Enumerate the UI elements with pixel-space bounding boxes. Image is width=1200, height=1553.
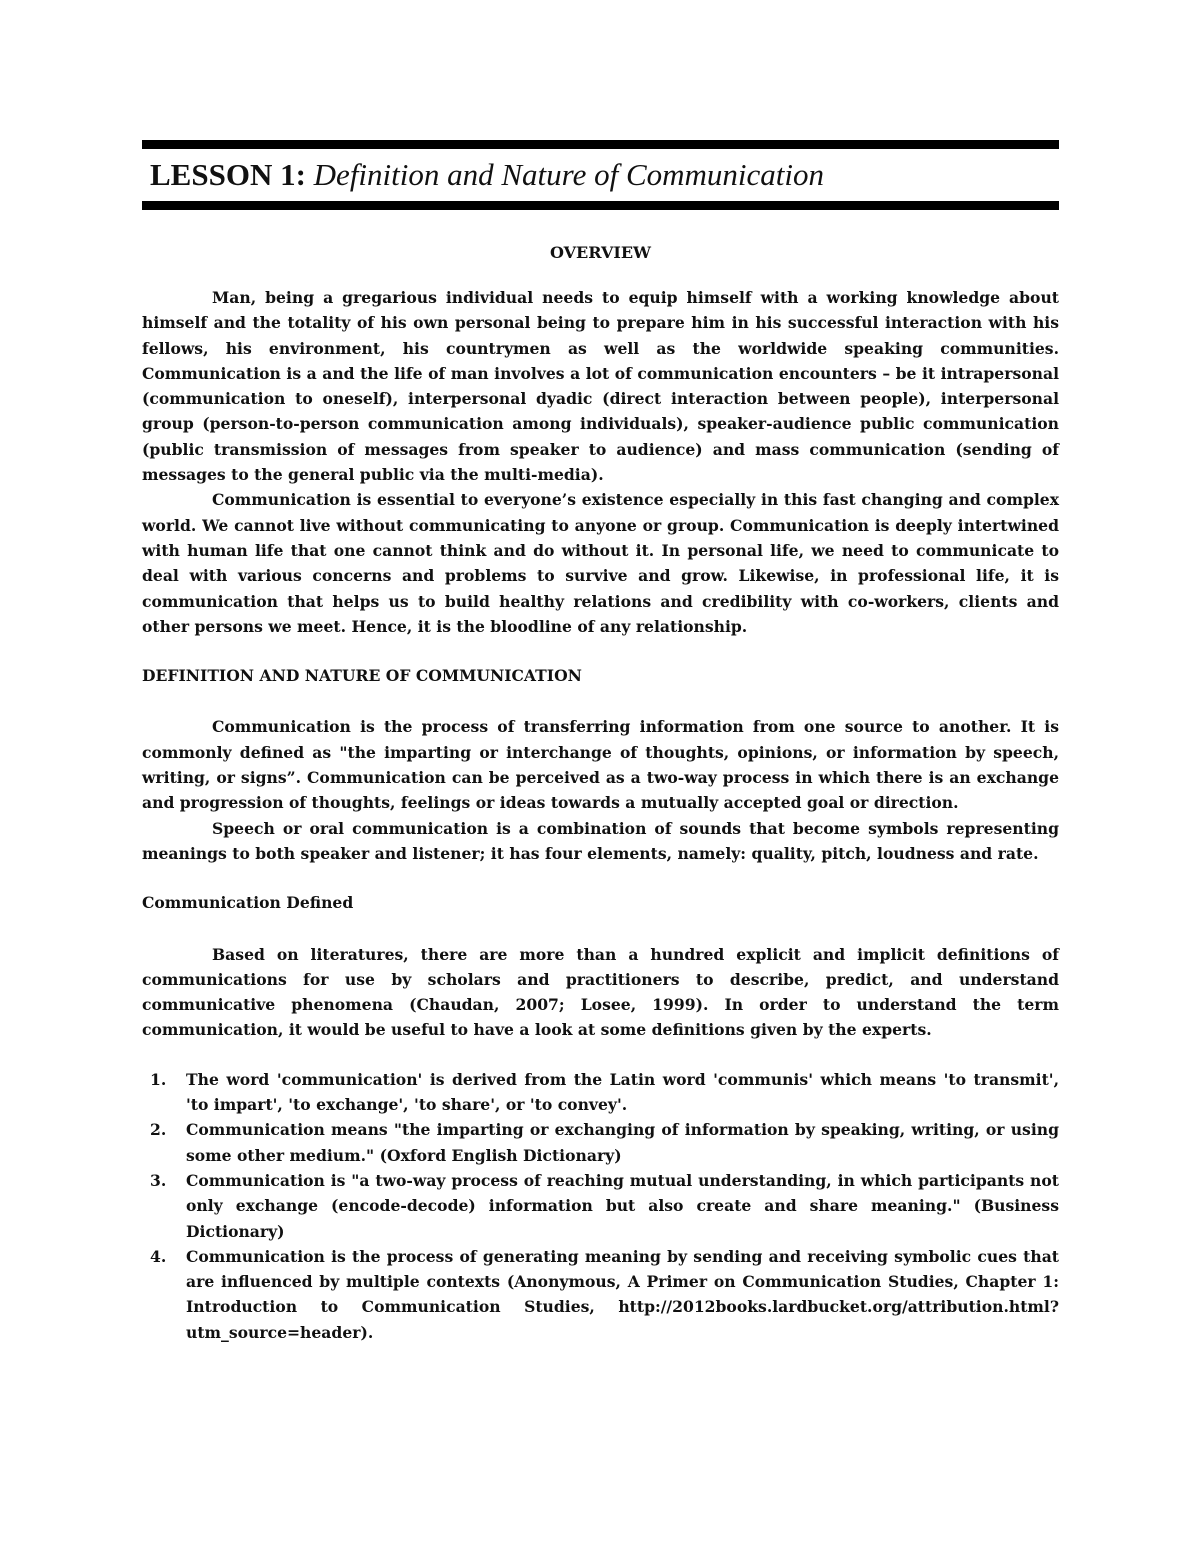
list-item-text: Communication is "a two-way process of reaching mutual understanding, in which participants not only exchange (encode-decode) information but also create and share meaning." (Business Dictionary) [186, 1170, 1059, 1241]
overview-paragraph-1: Man, being a gregarious individual needs to equip himself with a working knowledge about himself and the totality of his own personal being to prepare him in his successful interaction with his fellows, his environment, his countrymen as well as the worldwide speaking communities. Communication is a and the life of man involves a lot of communication encounters – be it intrapersonal (communication to oneself), interpersonal dyadic (direct interaction between people), interpersonal group (person-to-person communication among individuals), speaker-audience public communication (public transmission of messages from speaker to audience) and mass communication (sending of messages to the general public via the multi-media). [142, 288, 1059, 485]
definition-paragraph-2: Speech or oral communication is a combination of sounds that become symbols representing meanings to both speaker and listener; it has four elements, namely: quality, pitch, loudness and rate. [142, 818, 1059, 863]
overview-heading: OVERVIEW [549, 243, 652, 262]
list-item-text: The word 'communication' is derived from the Latin word 'communis' which means 'to transmit', 'to impart', 'to exchange', 'to share', or 'to convey'. [186, 1069, 1059, 1115]
definition-paragraph-1: Communication is the process of transferring information from one source to another. It is commonly defined as "the imparting or interchange of thoughts, opinions, or information by speech, writing, or signs”. Communication can be perceived as a two-way process in which there is an exchange and progression of thoughts, feelings or ideas towards a mutually accepted goal or direction. [142, 717, 1059, 813]
list-item-number: 4. [150, 1246, 167, 1266]
list-item-text: Communication is the process of generating meaning by sending and receiving symbolic cues that are influenced by multiple contexts (Anonymous, A Primer on Communication Studies, Chapter 1: Introduction to Communication Studies, http://2012books.lardbucket.org/attribution.html?utm_source=header). [186, 1246, 1059, 1342]
lesson-subtitle: Definition and Nature of Communication [313, 157, 825, 192]
overview-paragraph-2: Communication is essential to everyone’s existence especially in this fast changing and complex world. We cannot live without communicating to anyone or group. Communication is deeply intertwined with human life that one cannot think and do without it. In personal life, we need to communicate to deal with various concerns and problems to survive and grow. Likewise, in professional life, it is communication that helps us to build healthy relations and credibility with co-workers, clients and other persons we meet. Hence, it is the bloodline of any relationship. [142, 490, 1059, 636]
title-bottom-rule [142, 201, 1059, 210]
title-top-rule [142, 140, 1059, 149]
definition-section-heading: DEFINITION AND NATURE OF COMMUNICATION [142, 666, 582, 686]
list-item [142, 1244, 1059, 1345]
list-item-number: 1. [150, 1069, 167, 1089]
definitions-list [142, 1067, 1059, 1345]
document-content [142, 140, 1059, 1345]
list-item [142, 1067, 1059, 1118]
communication-defined-heading: Communication Defined [142, 893, 354, 913]
list-item-text: Communication means "the imparting or exchanging of information by speaking, writing, or using some other medium." (Oxford English Dictionary) [186, 1120, 1059, 1165]
communication-defined-paragraph: Based on literatures, there are more than a hundred explicit and implicit definitions of communications for use by scholars and practitioners to describe, predict, and understand communicative phenomena (Chaudan, 2007; Losee, 1999). In order to understand the term communication, it would be useful to have a look at some definitions given by the experts. [142, 944, 1059, 1040]
list-item [142, 1168, 1059, 1244]
lesson-label: LESSON 1: [150, 157, 306, 192]
list-item-number: 2. [150, 1120, 167, 1140]
lesson-title [142, 151, 1059, 199]
list-item-number: 3. [150, 1170, 167, 1190]
list-item [142, 1117, 1059, 1168]
